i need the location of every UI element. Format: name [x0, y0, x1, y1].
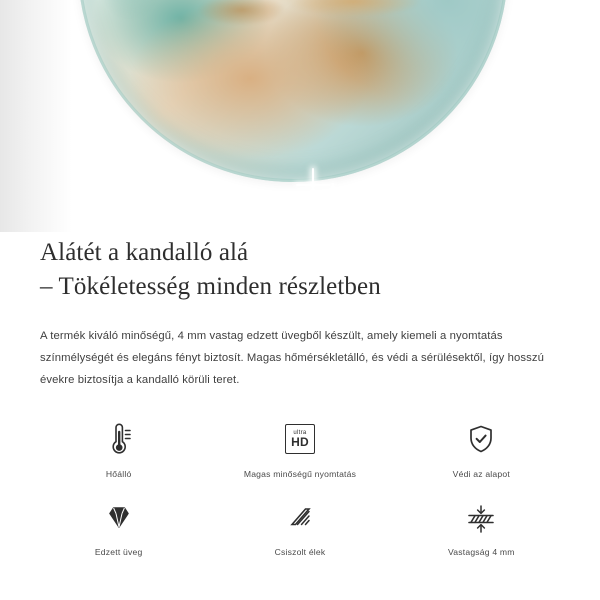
- feature-item: [209, 495, 390, 557]
- feature-label: Hőálló: [105, 469, 132, 480]
- hero-left-gradient: [0, 0, 72, 232]
- badge-bottom-text: HD: [291, 435, 309, 450]
- hero-image: [0, 0, 600, 232]
- feature-label: Edzett üveg: [94, 547, 143, 558]
- ultra-hd-badge-icon: [285, 417, 315, 461]
- headline-line-1: Alátét a kandalló alá: [40, 239, 249, 266]
- glass-disc-graphic: [78, 0, 508, 182]
- feature-label: Csiszolt élek: [274, 547, 326, 558]
- thermometer-icon: [99, 417, 139, 461]
- feature-item: [28, 417, 209, 479]
- polished-edges-icon: [280, 495, 320, 539]
- badge-top-text: ultra: [293, 430, 307, 437]
- shield-check-icon: [461, 417, 501, 461]
- thickness-arrows-icon: [460, 495, 502, 539]
- marble-texture: [78, 0, 508, 182]
- feature-item: [391, 417, 572, 479]
- description-paragraph: A termék kiváló minőségű, 4 mm vastag edzett üvegből készült, amely kiemeli a nyomtatás színmélységét és elegáns fényt biztosít. Magas hőmérsékletálló, és védi a sérülésektől, így hosszú évekre biztosítja a kandalló körüli teret.: [40, 330, 544, 387]
- diamond-icon: [99, 495, 139, 539]
- marble-veins: [78, 0, 508, 182]
- feature-item: [209, 417, 390, 479]
- page-title: [40, 232, 560, 303]
- feature-label: Védi az alapot: [452, 469, 510, 480]
- feature-item: [28, 495, 209, 557]
- feature-grid: [28, 417, 572, 557]
- headline-line-2: – Tökéletesség minden részletben: [40, 272, 381, 300]
- content-section: [0, 232, 600, 557]
- sparkle-icon: [322, 183, 344, 205]
- feature-item: [391, 495, 572, 557]
- feature-label: Vastagság 4 mm: [447, 547, 515, 558]
- sparkle-icon: [352, 196, 366, 210]
- feature-label: Magas minőségű nyomtatás: [243, 469, 357, 480]
